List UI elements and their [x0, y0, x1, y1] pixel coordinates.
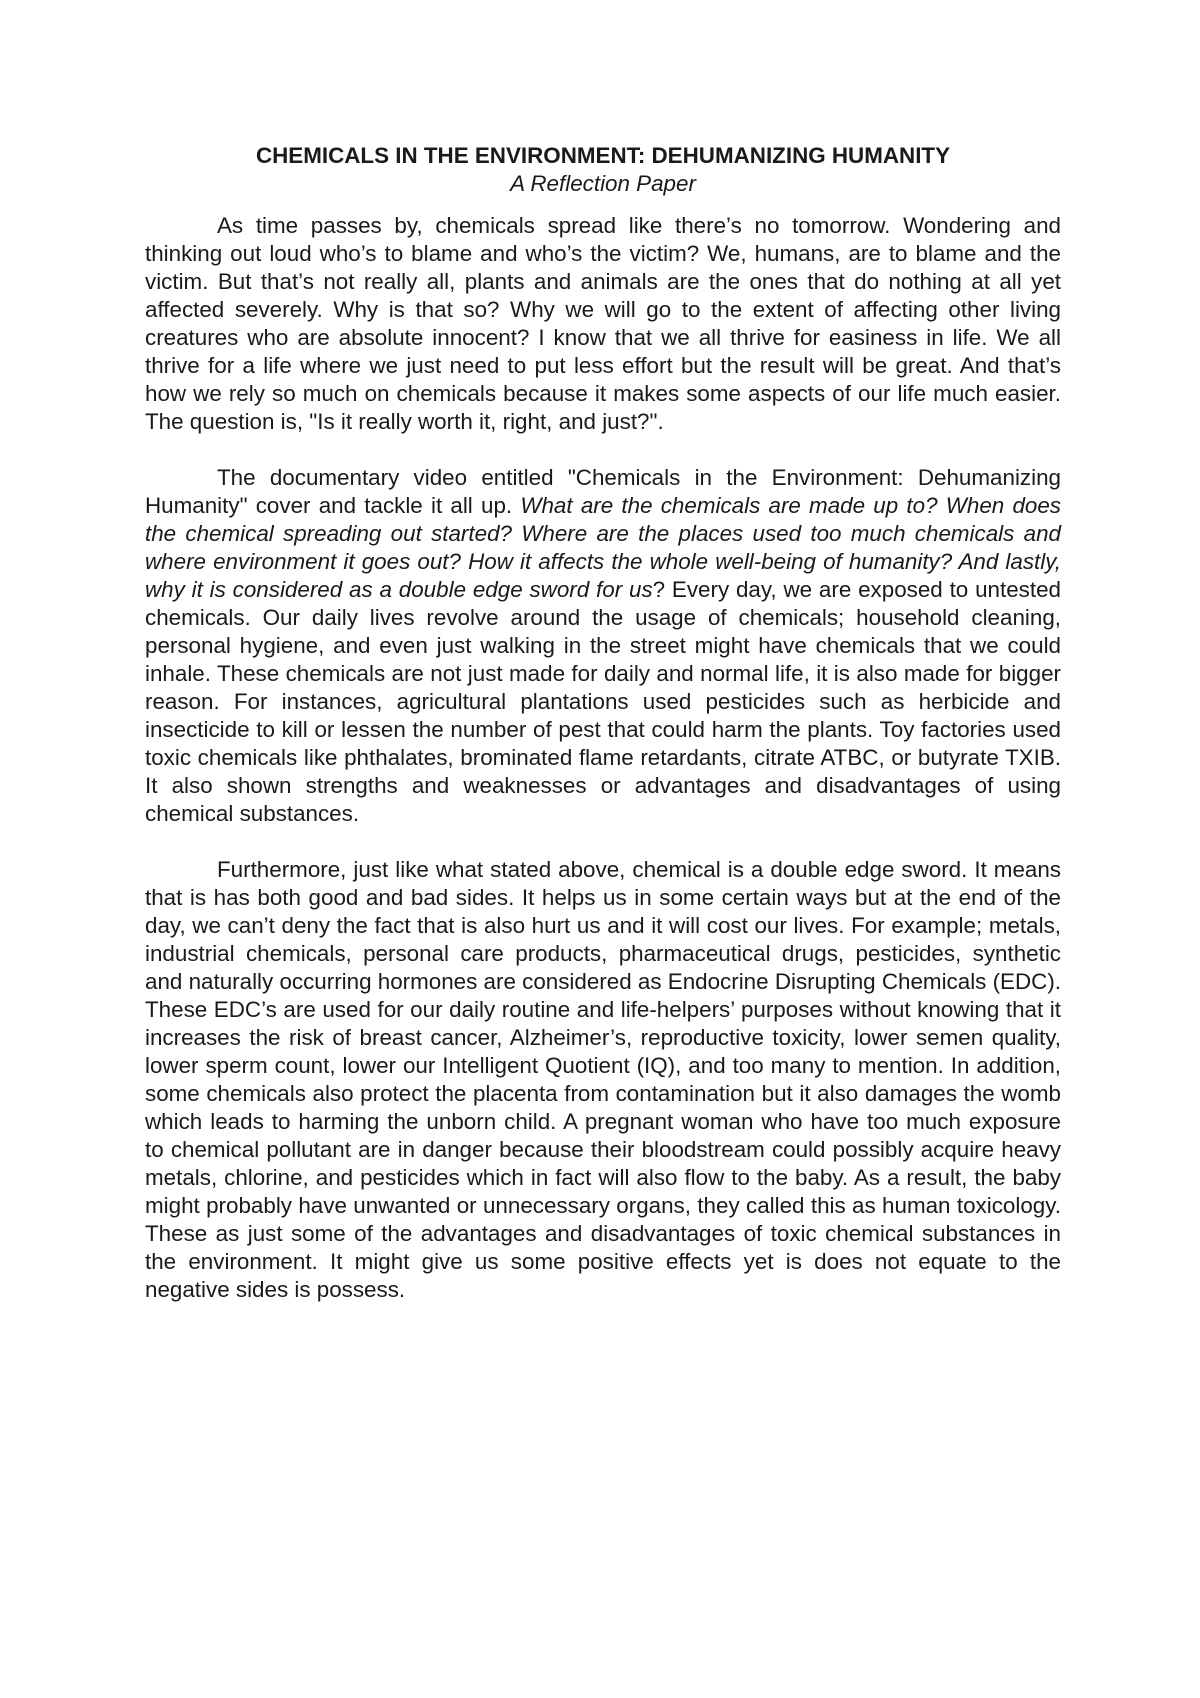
paragraph-documentary-intro: The documentary video entitled "Chemicals in the Environment: Dehumanizing Humanity" cover and tackle it all up. — [145, 465, 1061, 518]
paragraph-documentary-body: ? Every day, we are exposed to untested chemicals. Our daily lives revolve around the usage of chemicals; household cleaning, personal hygiene, and even just walking in the street might have chemicals that we could inhale. These chemicals are not just made for daily and normal life, it is also made for bigger reason. For instances, agricultural plantations used pesticides such as herbicide and insecticide to kill or lessen the number of pest that could harm the plants. Toy factories used toxic chemicals like phthalates, brominated flame retardants, citrate ATBC, or butyrate TXIB. It also shown strengths and weaknesses or advantages and disadvantages of using chemical substances. — [145, 577, 1061, 826]
paragraph-documentary-questions: What are the chemicals are made up to? When does the chemical spreading out started? Where are the places used too much chemicals and where environment it goes out? How it affects the whole well-being of humanity? And lastly, why it is considered as a double edge sword for us — [145, 493, 1061, 602]
document-page — [145, 142, 1061, 1332]
paragraph-double-edge: Furthermore, just like what stated above, chemical is a double edge sword. It means that is has both good and bad sides. It helps us in some certain ways but at the end of the day, we can’t deny the fact that is also hurt us and it will cost our lives. For example; metals, industrial chemicals, personal care products, pharmaceutical drugs, pesticides, synthetic and naturally occurring hormones are considered as Endocrine Disrupting Chemicals (EDC). These EDC’s are used for our daily routine and life-helpers’ purposes without knowing that it increases the risk of breast cancer, Alzheimer’s, reproductive toxicity, lower semen quality, lower sperm count, lower our Intelligent Quotient (IQ), and too many to mention. In addition, some chemicals also protect the placenta from contamination but it also damages the womb which leads to harming the unborn child. A pregnant woman who have too much exposure to chemical pollutant are in danger because their bloodstream could possibly acquire heavy metals, chlorine, and pesticides which in fact will also flow to the baby. As a result, the baby might probably have unwanted or unnecessary organs, they called this as human toxicology. These as just some of the advantages and disadvantages of toxic chemical substances in the environment. It might give us some positive effects yet is does not equate to the negative sides is possess. — [145, 857, 1061, 1302]
document-title: CHEMICALS IN THE ENVIRONMENT: DEHUMANIZING HUMANITY — [255, 143, 951, 168]
document-subtitle: A Reflection Paper — [510, 171, 696, 196]
paragraph-intro: As time passes by, chemicals spread like there’s no tomorrow. Wondering and thinking out loud who’s to blame and who’s the victim? We, humans, are to blame and the victim. But that’s not really all, plants and animals are the ones that do nothing at all yet affected severely. Why is that so? Why we will go to the extent of affecting other living creatures who are absolute innocent? I know that we all thrive for easiness in life. We all thrive for a life where we just need to put less effort but the result will be great. And that’s how we rely so much on chemicals because it makes some aspects of our life much easier. The question is, "Is it really worth it, right, and just?". — [145, 213, 1061, 434]
paragraph-documentary — [145, 464, 1061, 828]
